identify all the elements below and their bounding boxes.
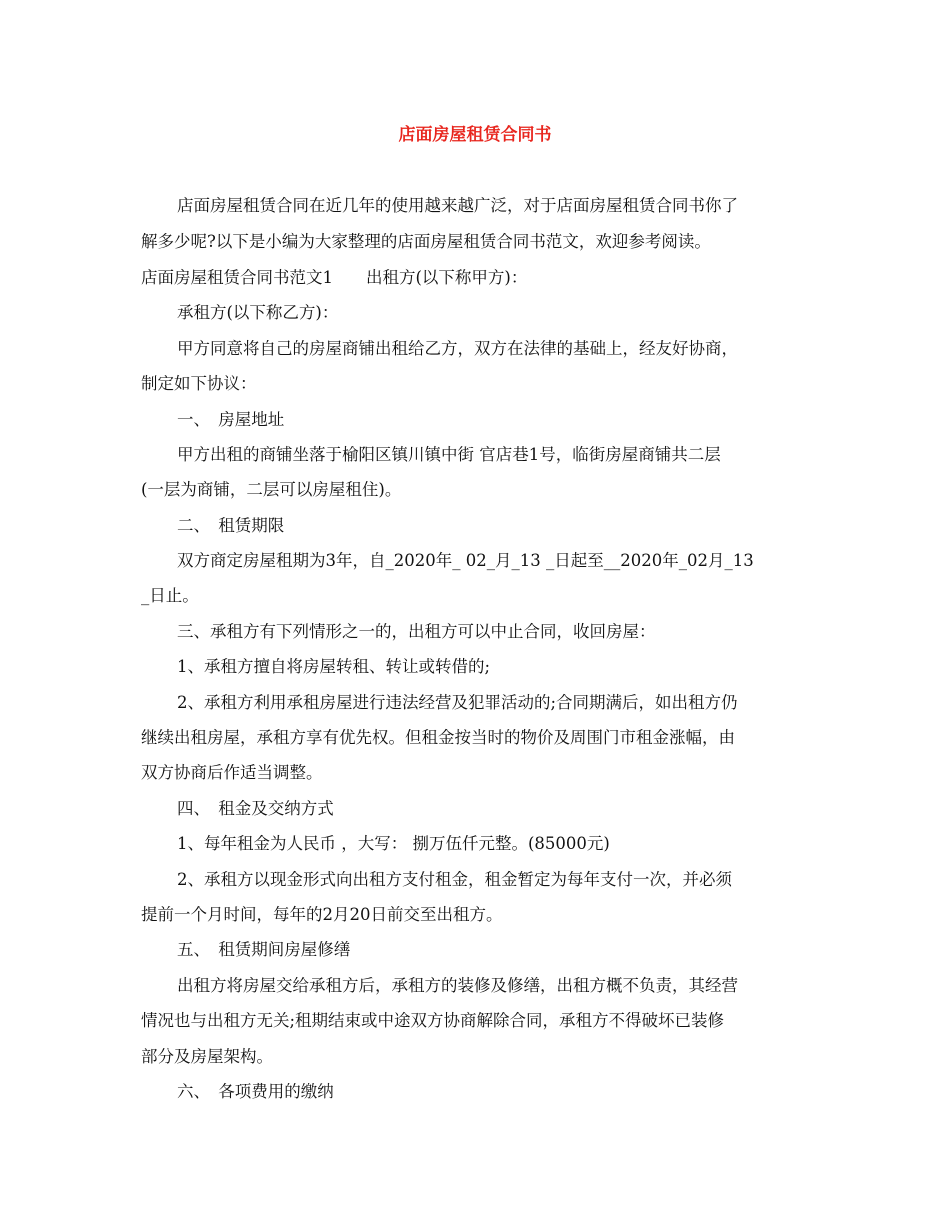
- paragraph-line: 店面房屋租赁合同在近几年的使用越来越广泛，对于店面房屋租赁合同书你了: [177, 196, 738, 215]
- section-heading: 二、 租赁期限: [177, 516, 285, 535]
- paragraph-line: 提前一个月时间，每年的2月20日前交至出租方。: [141, 905, 503, 924]
- section-heading: 三、承租方有下列情形之一的，出租方可以中止合同，收回房屋：: [177, 622, 656, 641]
- paragraph-line: 2、承租方利用承租房屋进行违法经营及犯罪活动的;合同期满后，如出租方仍: [177, 693, 738, 712]
- section-heading: 六、 各项费用的缴纳: [177, 1082, 334, 1101]
- paragraph-line: 继续出租房屋，承租方享有优先权。但租金按当时的物价及周围门市租金涨幅，由: [141, 728, 735, 747]
- paragraph-line: 出租方将房屋交给承租方后，承租方的装修及修缮，出租方概不负责，其经营: [177, 976, 738, 995]
- section-heading: 四、 租金及交纳方式: [177, 799, 334, 818]
- paragraph-line: 情况也与出租方无关;租期结束或中途双方协商解除合同，承租方不得破坏已装修: [141, 1011, 725, 1030]
- paragraph-line: 甲方同意将自己的房屋商铺出租给乙方，双方在法律的基础上，经友好协商，: [177, 339, 738, 358]
- paragraph-line: 1、承租方擅自将房屋转租、转让或转借的;: [177, 657, 491, 676]
- section-heading: 五、 租赁期间房屋修缮: [177, 940, 351, 959]
- paragraph-line: 双方协商后作适当调整。: [141, 763, 323, 782]
- document-title: 店面房屋租赁合同书: [398, 125, 552, 145]
- section-heading: 一、 房屋地址: [177, 410, 285, 429]
- paragraph-line: (一层为商铺，二层可以房屋租住)。: [141, 480, 402, 499]
- paragraph-line: 2、承租方以现金形式向出租方支付租金，租金暂定为每年支付一次，并必须: [177, 870, 732, 889]
- paragraph-line: 承租方(以下称乙方)：: [177, 303, 339, 322]
- paragraph-line: 解多少呢?以下是小编为大家整理的店面房屋租赁合同书范文，欢迎参考阅读。: [141, 232, 711, 251]
- paragraph-line: _日止。: [141, 586, 199, 605]
- paragraph-line: 部分及房屋架构。: [141, 1047, 273, 1066]
- paragraph-line: 店面房屋租赁合同书范文1 出租方(以下称甲方)：: [141, 268, 528, 287]
- paragraph-line: 甲方出租的商铺坐落于榆阳区镇川镇中街 官店巷1号，临街房屋商铺共二层: [177, 445, 721, 464]
- paragraph-line: 双方商定房屋租期为3年，自_2020年_ 02_月_13 _日起至__2020年_02月_13: [177, 551, 754, 570]
- paragraph-line: 1、每年租金为人民币 ，大写： 捌万伍仟元整。(85000元): [177, 834, 610, 853]
- paragraph-line: 制定如下协议：: [141, 374, 257, 393]
